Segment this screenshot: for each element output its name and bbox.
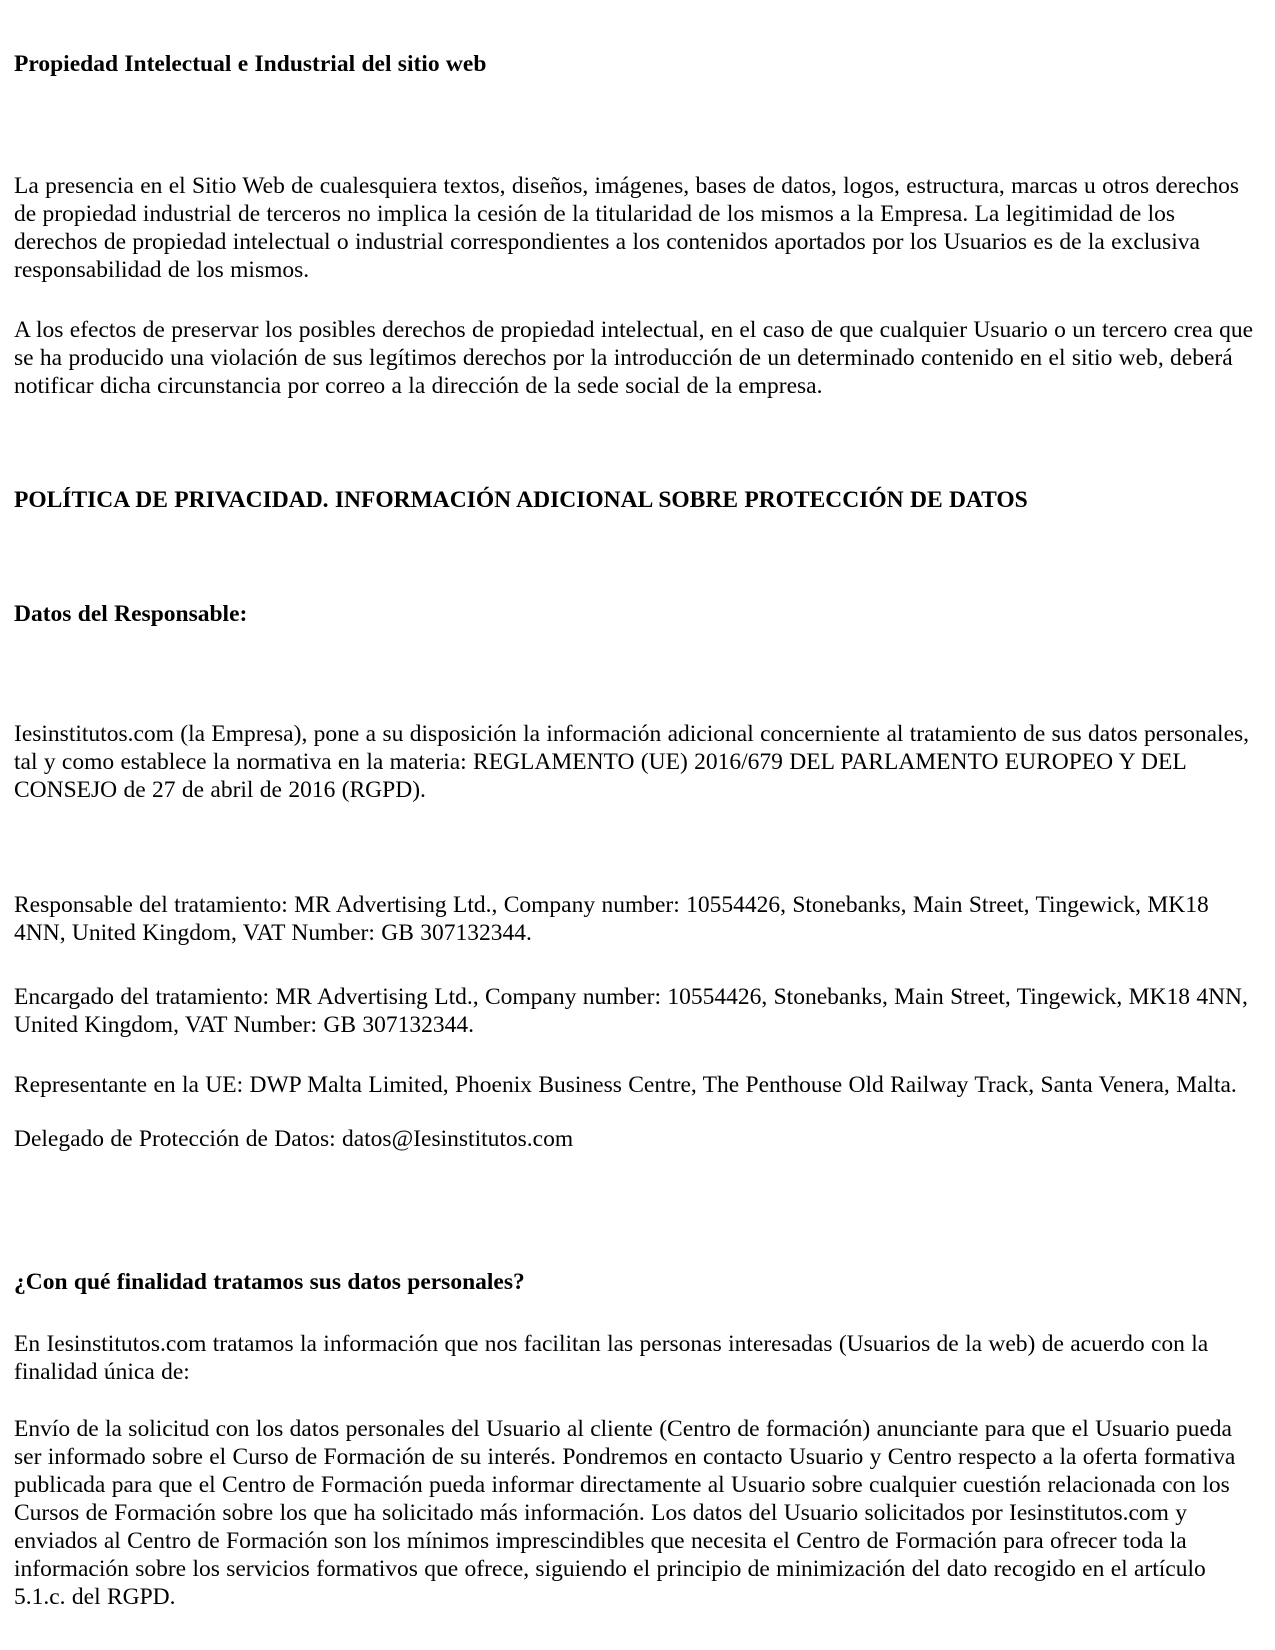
heading-politica-privacidad: POLÍTICA DE PRIVACIDAD. INFORMACIÓN ADICIONAL SOBRE PROTECCIÓN DE DATOS [14, 487, 1028, 513]
paragraph-presencia-sitio-web: La presencia en el Sitio Web de cualesquiera textos, diseños, imágenes, bases de datos, logos, estructura, marcas u otros derechos de propiedad industrial de terceros no implica la cesión de la titularidad de los mismos a la Empresa. La legitimidad de los derechos de propiedad intelectual o industrial correspondientes a los contenidos aportados por los Usuarios es de la exclusiva responsabilidad de los mismos. [14, 173, 1239, 283]
heading-finalidad-datos: ¿Con qué finalidad tratamos sus datos personales? [14, 1269, 525, 1295]
paragraph-preservar-derechos: A los efectos de preservar los posibles derechos de propiedad intelectual, en el caso de que cualquier Usuario o un tercero crea que se ha producido una violación de sus legítimos derechos por la introducción de un determinado contenido en el sitio web, deberá notificar dicha circunstancia por correo a la dirección de la sede social de la empresa. [14, 317, 1254, 399]
heading-datos-responsable: Datos del Responsable: [14, 601, 248, 627]
heading-propiedad-intelectual: Propiedad Intelectual e Industrial del sitio web [14, 51, 487, 77]
paragraph-responsable-tratamiento: Responsable del tratamiento: MR Advertising Ltd., Company number: 10554426, Stonebanks, Main Street, Tingewick, MK18 4NN, United Kingdom, VAT Number: GB 307132344. [14, 892, 1209, 946]
paragraph-delegado-proteccion-datos: Delegado de Protección de Datos: datos@Iesinstitutos.com [14, 1126, 574, 1152]
paragraph-envio-solicitud: Envío de la solicitud con los datos personales del Usuario al cliente (Centro de formación) anunciante para que el Usuario pueda ser informado sobre el Curso de Formación de su interés. Pondremos en contacto Usuario y Centro respecto a la oferta formativa publicada para que el Centro de Formación pueda informar directamente al Usuario sobre cualquier cuestión relacionada con los Cursos de Formación sobre los que ha solicitado más información. Los datos del Usuario solicitados por Iesinstitutos.com y enviados al Centro de Formación son los mínimos imprescindibles que necesita el Centro de Formación para ofrecer toda la información sobre los servicios formativos que ofrece, siguiendo el principio de minimización del dato recogido en el artículo 5.1.c. del RGPD. [14, 1416, 1236, 1610]
paragraph-representante-ue: Representante en la UE: DWP Malta Limited, Phoenix Business Centre, The Penthouse Old Railway Track, Santa Venera, Malta. [14, 1072, 1237, 1098]
paragraph-encargado-tratamiento: Encargado del tratamiento: MR Advertising Ltd., Company number: 10554426, Stonebanks, Main Street, Tingewick, MK18 4NN, United Kingdom, VAT Number: GB 307132344. [14, 984, 1248, 1038]
paragraph-intro-rgpd: Iesinstitutos.com (la Empresa), pone a su disposición la información adicional concerniente al tratamiento de sus datos personales, tal y como establece la normativa en la materia: REGLAMENTO (UE) 2016/679 DEL PARLAMENTO EUROPEO Y DEL CONSEJO de 27 de abril de 2016 (RGPD). [14, 721, 1250, 803]
paragraph-finalidad-intro: En Iesinstitutos.com tratamos la información que nos facilitan las personas interesadas (Usuarios de la web) de acuerdo con la finalidad única de: [14, 1331, 1209, 1385]
